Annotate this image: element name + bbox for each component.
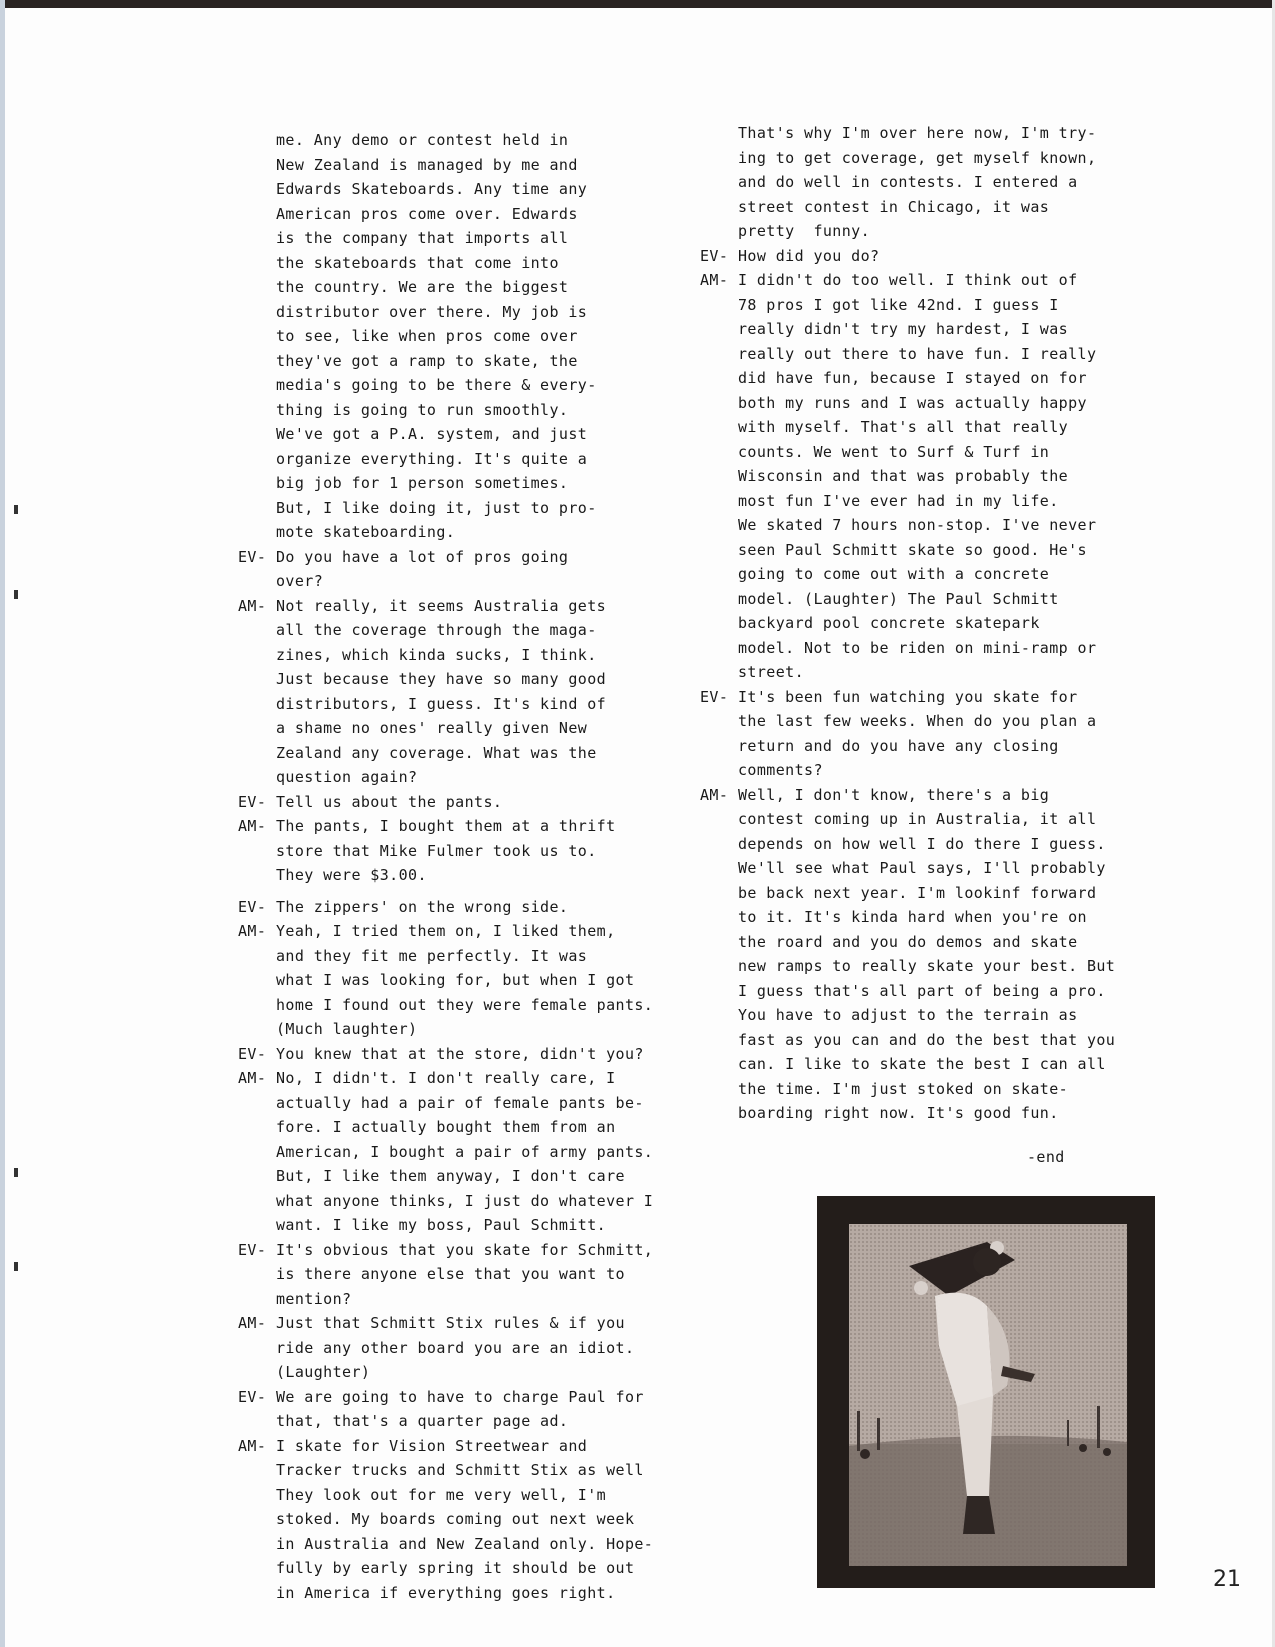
text-line: The zippers' on the wrong side. — [276, 897, 569, 916]
text-line: both my runs and I was actually happy — [738, 393, 1087, 412]
dialogue-text — [276, 814, 678, 888]
text-line: I didn't do too well. I think out of — [738, 271, 1078, 289]
text-line: and they fit me perfectly. It was — [276, 946, 588, 965]
speaker-tag: AM- — [238, 922, 267, 940]
dialogue-block — [238, 790, 678, 815]
dialogue-block — [238, 919, 678, 1042]
text-line: It's been fun watching you skate for — [738, 687, 1078, 706]
speaker-tag: EV- — [238, 547, 267, 566]
binding-mark — [14, 590, 18, 599]
text-line: (Much laughter) — [276, 1020, 418, 1038]
text-line: contest coming up in Australia, it all — [738, 810, 1097, 828]
dialogue-block — [238, 1311, 678, 1385]
text-line: thing is going to run smoothly. — [276, 400, 569, 419]
text-line: and do well in contests. I entered a — [738, 173, 1078, 191]
text-line: That's why I'm over here now, I'm try- — [738, 124, 1097, 142]
text-line: me. Any demo or contest held in — [276, 131, 569, 149]
speaker-tag: AM- — [238, 1069, 267, 1087]
text-line: We'll see what Paul says, I'll probably — [738, 859, 1106, 877]
dialogue-block — [700, 685, 1150, 783]
text-line: all the coverage through the maga- — [276, 621, 597, 639]
speaker-tag: EV- — [238, 1240, 267, 1259]
dialogue-block — [700, 121, 1150, 244]
dialogue-text — [276, 545, 678, 594]
text-line: We've got a P.A. system, and just — [276, 425, 588, 443]
dialogue-block — [238, 1434, 678, 1606]
text-line: home I found out they were female pants. — [276, 995, 654, 1014]
text-line: I skate for Vision Streetwear and — [276, 1436, 588, 1455]
text-line: Tracker trucks and Schmitt Stix as well — [276, 1461, 644, 1479]
text-line: Not really, it seems Australia gets — [276, 596, 607, 615]
text-line: return and do you have any closing — [738, 736, 1059, 755]
text-line: to it. It's kinda hard when you're on — [738, 908, 1087, 926]
text-line: You have to adjust to the terrain as — [738, 1006, 1078, 1024]
speaker-tag: EV- — [238, 1044, 267, 1063]
text-line: They look out for me very well, I'm — [276, 1485, 607, 1504]
text-line: But, I like them anyway, I don't care — [276, 1167, 625, 1185]
text-line: the country. We are the biggest — [276, 278, 569, 296]
text-line: Edwards Skateboards. Any time any — [276, 180, 588, 198]
text-line: can. I like to skate the best I can all — [738, 1055, 1106, 1073]
text-line: distributors, I guess. It's kind of — [276, 694, 607, 713]
dialogue-block — [238, 128, 678, 545]
text-line: distributor over there. My job is — [276, 302, 588, 321]
text-line: New Zealand is managed by me and — [276, 155, 578, 174]
dialogue-text — [276, 1042, 678, 1067]
skateboarding-photo — [817, 1196, 1155, 1588]
dialogue-text — [738, 783, 1150, 1126]
text-line: pretty funny. — [738, 222, 871, 240]
dialogue-text — [276, 128, 678, 545]
text-line: a shame no ones' really given New — [276, 719, 588, 737]
text-line: I guess that's all part of being a pro. — [738, 981, 1106, 1000]
text-line: that, that's a quarter page ad. — [276, 1412, 569, 1430]
text-line: to see, like when pros come over — [276, 327, 578, 345]
dialogue-block — [238, 594, 678, 790]
text-line: actually had a pair of female pants be- — [276, 1093, 644, 1112]
speaker-tag: AM- — [700, 785, 729, 804]
speaker-tag — [700, 121, 738, 244]
text-line: It's obvious that you skate for Schmitt, — [276, 1240, 654, 1259]
text-line: new ramps to really skate your best. But — [738, 957, 1116, 975]
text-line: We skated 7 hours non-stop. I've never — [738, 516, 1097, 534]
text-line: You knew that at the store, didn't you? — [276, 1044, 644, 1063]
dialogue-text — [738, 685, 1150, 783]
text-line: model. Not to be riden on mini-ramp or — [738, 638, 1097, 657]
text-line: Do you have a lot of pros going — [276, 547, 569, 566]
text-line: did have fun, because I stayed on for — [738, 369, 1087, 387]
text-line: But, I like doing it, just to pro- — [276, 498, 597, 517]
text-line: ride any other board you are an idiot. — [276, 1338, 635, 1357]
dialogue-block — [238, 814, 678, 888]
skater-photo-image — [817, 1196, 1155, 1588]
text-line: seen Paul Schmitt skate so good. He's — [738, 540, 1087, 559]
text-line: the roard and you do demos and skate — [738, 932, 1078, 951]
speaker-tag: AM- — [238, 1436, 267, 1455]
speaker-tag: EV- — [700, 687, 729, 706]
text-line: big job for 1 person sometimes. — [276, 474, 569, 492]
text-line: Wisconsin and that was probably the — [738, 467, 1069, 485]
text-line: Yeah, I tried them on, I liked them, — [276, 922, 616, 940]
speaker-tag: AM- — [238, 1314, 267, 1332]
text-line: model. (Laughter) The Paul Schmitt — [738, 589, 1059, 608]
dialogue-text — [276, 919, 678, 1042]
dialogue-block — [238, 1042, 678, 1067]
dialogue-text — [276, 594, 678, 790]
binding-mark — [14, 1262, 18, 1271]
text-line: No, I didn't. I don't really care, I — [276, 1069, 616, 1087]
dialogue-text — [276, 895, 678, 920]
dialogue-text — [276, 1238, 678, 1312]
dialogue-block — [700, 268, 1150, 685]
text-line: mention? — [276, 1289, 352, 1308]
speaker-tag: EV- — [700, 246, 729, 265]
text-line: depends on how well I do there I guess. — [738, 834, 1106, 853]
text-line: really out there to have fun. I really — [738, 344, 1097, 363]
dialogue-text — [276, 1385, 678, 1434]
dialogue-block — [238, 1238, 678, 1312]
text-line: fore. I actually bought them from an — [276, 1118, 616, 1136]
speaker-tag: EV- — [238, 792, 267, 811]
text-line: in Australia and New Zealand only. Hope- — [276, 1534, 654, 1553]
paragraph-gap — [238, 888, 678, 895]
text-line: want. I like my boss, Paul Schmitt. — [276, 1216, 607, 1234]
speaker-tag: AM- — [700, 271, 729, 289]
text-line: ing to get coverage, get myself known, — [738, 148, 1097, 167]
text-line: zines, which kinda sucks, I think. — [276, 645, 597, 664]
text-line: Just because they have so many good — [276, 670, 607, 688]
text-line: We are going to have to charge Paul for — [276, 1387, 644, 1406]
speaker-tag — [238, 128, 276, 545]
text-line: street. — [738, 663, 805, 681]
interview-column-left — [238, 128, 678, 1605]
speaker-tag: EV- — [238, 1387, 267, 1406]
text-line: in America if everything goes right. — [276, 1583, 616, 1602]
text-line: is there anyone else that you want to — [276, 1265, 625, 1283]
text-line: stoked. My boards coming out next week — [276, 1510, 635, 1528]
text-line: fast as you can and do the best that you — [738, 1030, 1116, 1049]
text-line: is the company that imports all — [276, 229, 569, 247]
dialogue-block — [238, 895, 678, 920]
text-line: backyard pool concrete skatepark — [738, 614, 1040, 632]
scan-left-edge — [0, 0, 5, 1647]
text-line: The pants, I bought them at a thrift — [276, 817, 616, 835]
text-line: How did you do? — [738, 246, 880, 265]
dialogue-text — [276, 1066, 678, 1238]
dialogue-block — [238, 1066, 678, 1238]
interview-column-right — [700, 121, 1150, 1126]
text-line: the time. I'm just stoked on skate- — [738, 1079, 1069, 1098]
dialogue-text — [738, 121, 1150, 244]
end-mark: -end — [1027, 1148, 1065, 1166]
text-line: Tell us about the pants. — [276, 792, 503, 811]
text-line: organize everything. It's quite a — [276, 449, 588, 468]
text-line: counts. We went to Surf & Turf in — [738, 442, 1050, 461]
text-line: going to come out with a concrete — [738, 565, 1050, 583]
text-line: the last few weeks. When do you plan a — [738, 712, 1097, 730]
text-line: most fun I've ever had in my life. — [738, 491, 1059, 510]
text-line: Zealand any coverage. What was the — [276, 743, 597, 762]
text-line: what I was looking for, but when I got — [276, 971, 635, 989]
dialogue-text — [738, 244, 1150, 269]
text-line: mote skateboarding. — [276, 523, 456, 541]
dialogue-block — [238, 1385, 678, 1434]
text-line: They were $3.00. — [276, 866, 427, 884]
text-line: (Laughter) — [276, 1363, 371, 1381]
text-line: really didn't try my hardest, I was — [738, 320, 1069, 338]
text-line: question again? — [276, 768, 418, 786]
text-line: with myself. That's all that really — [738, 418, 1069, 436]
speaker-tag: EV- — [238, 897, 267, 916]
text-line: Well, I don't know, there's a big — [738, 785, 1050, 804]
text-line: the skateboards that come into — [276, 253, 559, 272]
dialogue-text — [276, 790, 678, 815]
dialogue-block — [700, 244, 1150, 269]
text-line: American, I bought a pair of army pants. — [276, 1142, 654, 1161]
text-line: street contest in Chicago, it was — [738, 197, 1050, 216]
text-line: Just that Schmitt Stix rules & if you — [276, 1314, 625, 1332]
binding-mark — [14, 1168, 18, 1177]
dialogue-text — [276, 1434, 678, 1606]
text-line: 78 pros I got like 42nd. I guess I — [738, 295, 1059, 314]
text-line: American pros come over. Edwards — [276, 204, 578, 223]
text-line: store that Mike Fulmer took us to. — [276, 841, 597, 860]
text-line: fully by early spring it should be out — [276, 1559, 635, 1577]
text-line: over? — [276, 572, 324, 590]
dialogue-block — [238, 545, 678, 594]
dialogue-text — [276, 1311, 678, 1385]
text-line: media's going to be there & every- — [276, 376, 597, 394]
text-line: they've got a ramp to skate, the — [276, 351, 578, 370]
text-line: be back next year. I'm lookinf forward — [738, 883, 1097, 902]
scan-top-edge — [0, 0, 1275, 8]
text-line: boarding right now. It's good fun. — [738, 1104, 1059, 1122]
dialogue-block — [700, 783, 1150, 1126]
text-line: what anyone thinks, I just do whatever I — [276, 1191, 654, 1210]
speaker-tag: AM- — [238, 817, 267, 835]
binding-mark — [14, 505, 18, 514]
dialogue-text — [738, 268, 1150, 685]
text-line: comments? — [738, 761, 823, 779]
page-number: 21 — [1213, 1567, 1241, 1592]
speaker-tag: AM- — [238, 596, 267, 615]
